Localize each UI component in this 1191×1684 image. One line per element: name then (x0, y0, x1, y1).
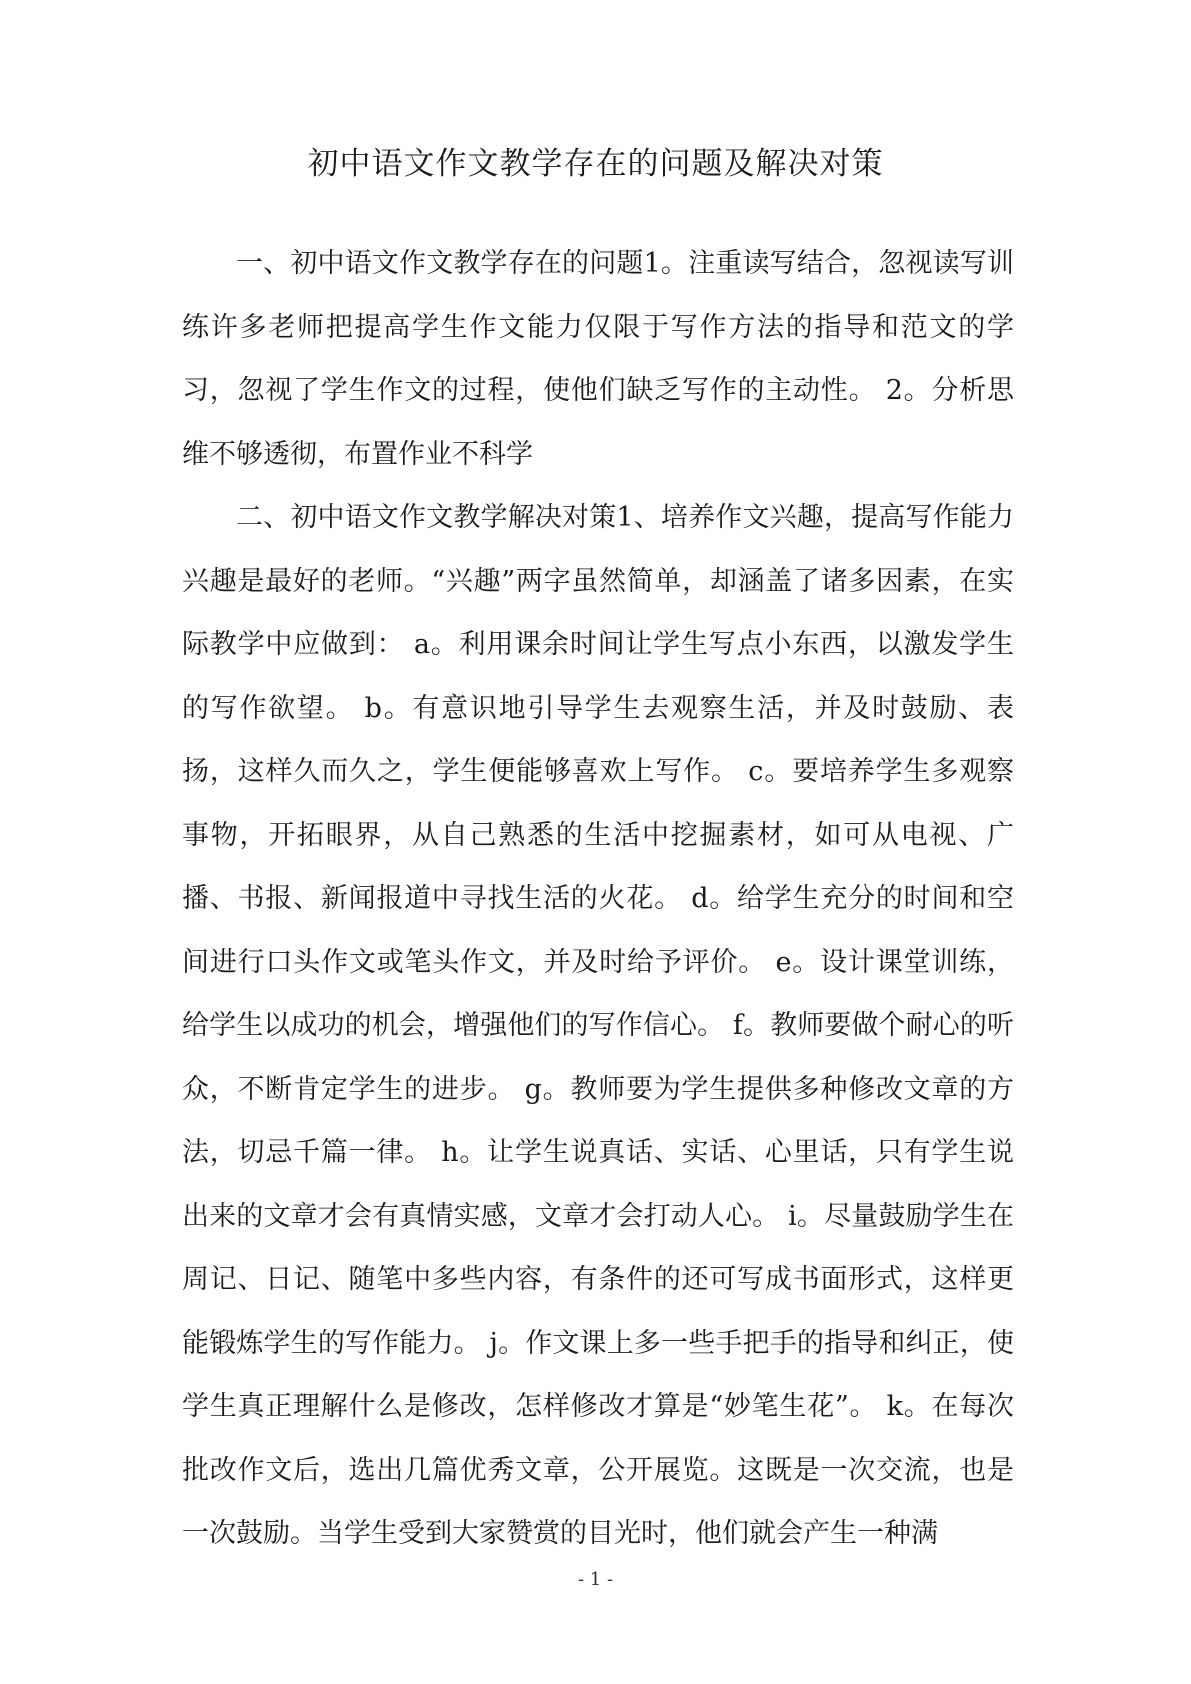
paragraph-problems: 一、初中语文作文教学存在的问题1。注重读写结合，忽视读写训练许多老师把提高学生作文能力仅限于写作方法的指导和范文的学习，忽视了学生作文的过程，使他们缺乏写作的主动性。 2。分析思维不够透彻，布置作业不科学 (182, 248, 1014, 470)
paragraph-solutions: 二、初中语文作文教学解决对策1、培养作文兴趣，提高写作能力兴趣是最好的老师。“兴趣”两字虽然简单，却涵盖了诸多因素，在实际教学中应做到： a。利用课余时间让学生写点小东西，以激发学生的写作欲望。 b。有意识地引导学生去观察生活，并及时鼓励、表扬，这样久而久之，学生便能够喜欢上写作。 c。要培养学生多观察事物，开拓眼界，从自己熟悉的生活中挖掘素材，如可从电视、广播、书报、新闻报道中寻找生活的火花。 d。给学生充分的时间和空间进行口头作文或笔头作文，并及时给予评价。 e。设计课堂训练，给学生以成功的机会，增强他们的写作信心。 f。教师要做个耐心的听众，不断肯定学生的进步。 g。教师要为学生提供多种修改文章的方法，切忌千篇一律。 h。让学生说真话、实话、心里话，只有学生说出来的文章才会有真情实感，文章才会打动人心。 i。尽量鼓励学生在周记、日记、随笔中多些内容，有条件的还可写成书面形式，这样更能锻炼学生的写作能力。 j。作文课上多一些手把手的指导和纠正，使学生真正理解什么是修改，怎样修改才算是“妙笔生花”。 k。在每次批改作文后，选出几篇优秀文章，公开展览。这既是一次交流，也是一次鼓励。当学生受到大家赞赏的目光时，他们就会产生一种满 (182, 502, 1014, 1549)
document-body (182, 232, 1014, 1566)
document-title: 初中语文作文教学存在的问题及解决对策 (307, 146, 884, 182)
page-number: - 1 - (577, 1569, 614, 1590)
